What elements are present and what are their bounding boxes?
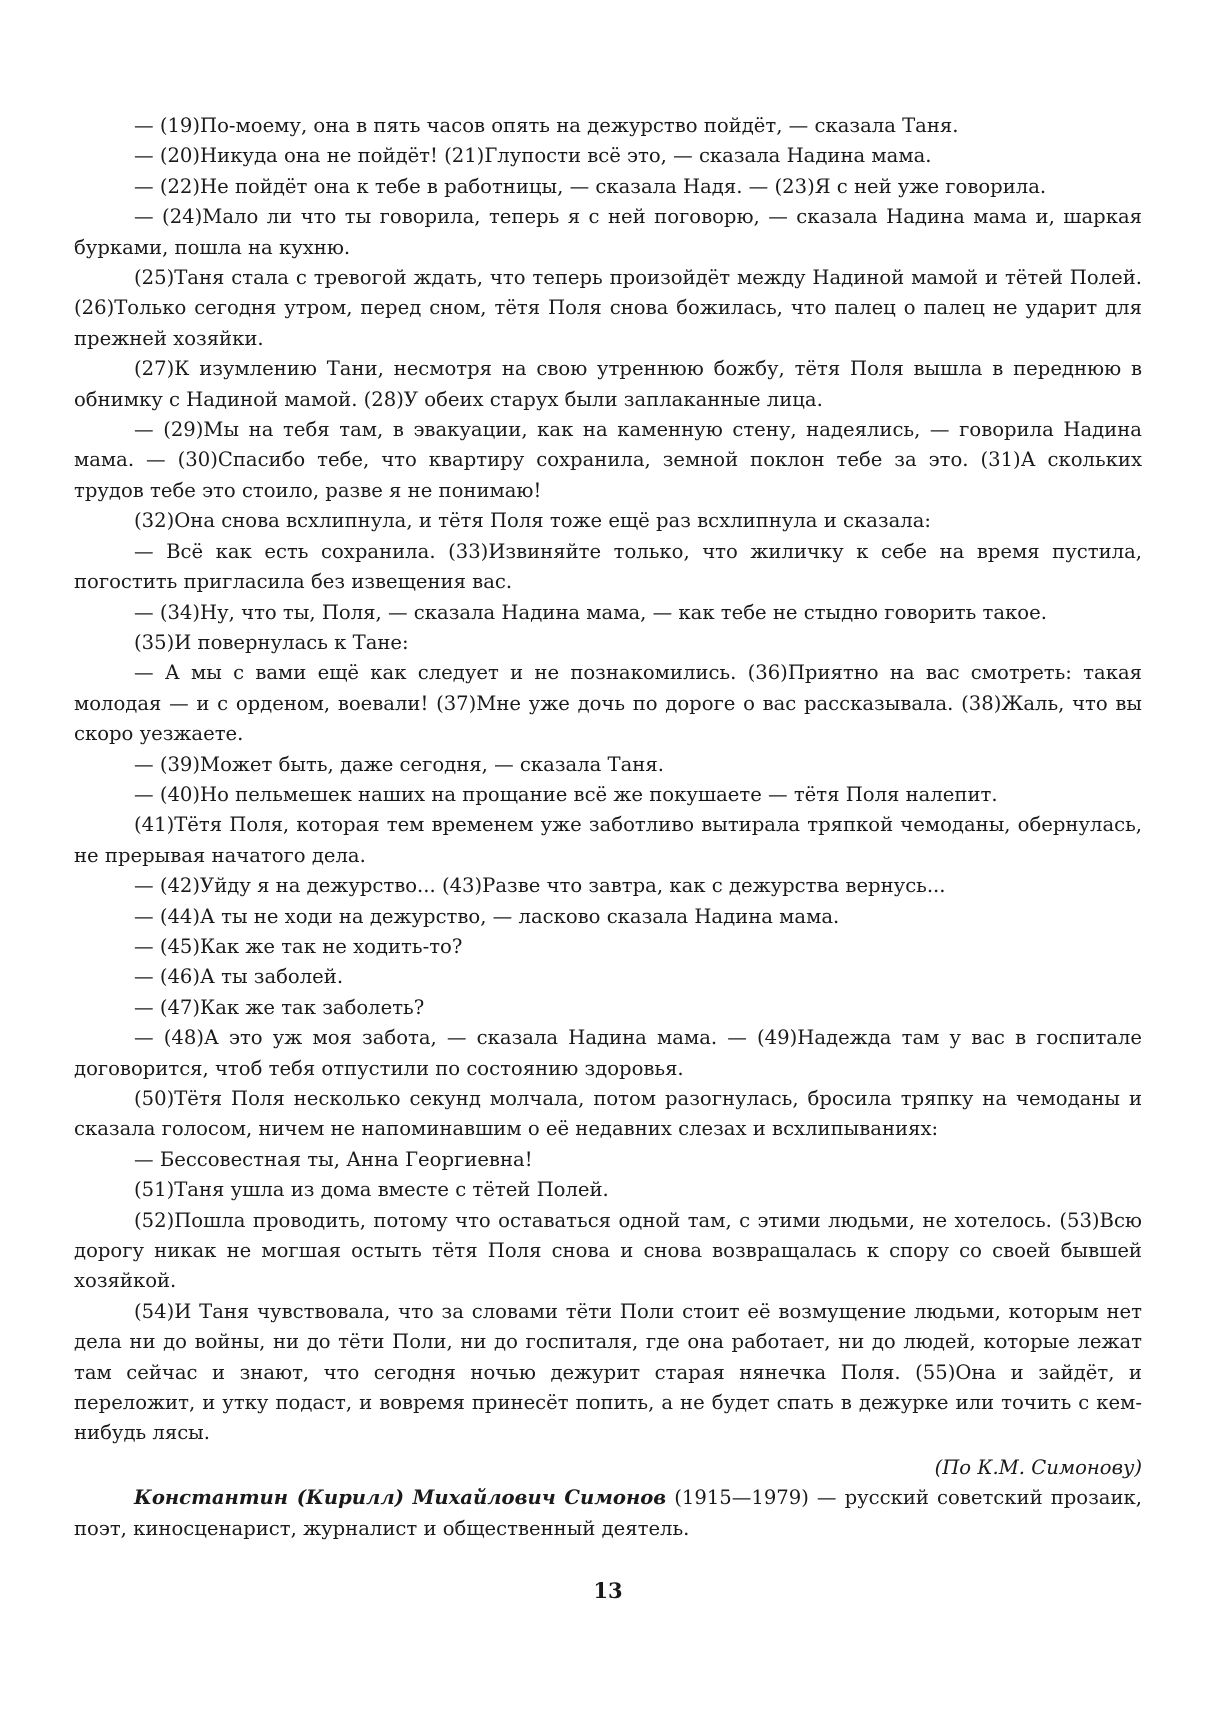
text-body [74, 111, 1142, 1449]
paragraph: — (46)А ты заболей. [134, 965, 344, 989]
paragraph: — (47)Как же так заболеть? [134, 995, 425, 1019]
paragraph: (50)Тётя Поля несколько секунд молчала, потом разогнулась, бросила тряпку на чемоданы и сказала голосом, ничем не напоминавшим о её недавних слезах и всхлипываниях: [74, 1087, 1142, 1141]
paragraph: (51)Таня ушла из дома вместе с тётей Полей. [134, 1178, 609, 1202]
paragraph: — (24)Мало ли что ты говорила, теперь я с ней поговорю, — сказала Надина мама и, шаркая бурками, пошла на кухню. [74, 205, 1142, 259]
paragraph: — Всё как есть сохранила. (33)Извиняйте только, что жиличку к себе на время пустила, погостить пригласила без извещения вас. [74, 539, 1142, 594]
paragraph: — (40)Но пельмешек наших на прощание всё же покушаете — тётя Поля налепит. [134, 782, 998, 806]
author-bio [74, 1483, 1142, 1544]
paragraph: — (34)Ну, что ты, Поля, — сказала Надина мама, — как тебе не стыдно говорить такое. [134, 600, 1047, 624]
paragraph: — (48)А это уж моя забота, — сказала Надина мама. — (49)Надежда там у вас в госпитале договорится, чтоб тебя отпустили по состоянию здоровья. [74, 1026, 1142, 1080]
paragraph: (27)К изумлению Тани, несмотря на свою утреннюю божбу, тётя Поля вышла в переднюю в обнимку с Надиной мамой. (28)У обеих старух были заплаканные лица. [74, 357, 1142, 411]
paragraph: — (19)По-моему, она в пять часов опять на дежурство пойдёт, — сказала Таня. [134, 114, 959, 137]
paragraph: — (39)Может быть, даже сегодня, — сказала Таня. [134, 752, 664, 776]
paragraph: (54)И Таня чувствовала, что за словами тёти Поли стоит её возмущение людьми, которым нет дела ни до войны, ни до тёти Поли, ни до госпиталя, где она работает, ни до людей, которые лежат там сейчас и знают, что сегодня ночью дежурит старая нянечка Поля. (55)Она и зайдёт, и переложит, и утку подаст, и вовремя принесёт попить, а не будет спать в дежурке или точить с кем-нибудь лясы. [74, 1299, 1142, 1445]
author-name: Константин (Кирилл) Михайлович Симонов [134, 1486, 667, 1510]
page-number: 13 [593, 1578, 623, 1603]
author-bio-text: (1915—1979) — русский советский прозаик, поэт, киносценарист, журналист и общественный деятель. [74, 1486, 1142, 1540]
paragraph: (52)Пошла проводить, потому что оставаться одной там, с этими людьми, не хотелось. (53)Всю дорогу никак не могшая остыть тётя Поля снова и снова возвращалась к спору со своей бывшей хозяйкой. [74, 1208, 1142, 1293]
paragraph: (35)И повернулась к Тане: [134, 630, 409, 654]
paragraph: — (44)А ты не ходи на дежурство, — ласково сказала Надина мама. [134, 904, 840, 928]
paragraph: — (20)Никуда она не пойдёт! (21)Глупости всё это, — сказала Надина мама. [134, 144, 932, 168]
paragraph: (32)Она снова всхлипнула, и тётя Поля тоже ещё раз всхлипнула и сказала: [134, 509, 932, 533]
paragraph: — А мы с вами ещё как следует и не познакомились. (36)Приятно на вас смотреть: такая молодая — и с орденом, воевали! (37)Мне уже дочь по дороге о вас рассказывала. (38)Жаль, что вы скоро уезжаете. [74, 661, 1142, 746]
paragraph: — Бессовестная ты, Анна Георгиевна! [134, 1147, 533, 1171]
source-attribution: (По К.М. Симонову) [934, 1455, 1142, 1479]
paragraph: — (22)Не пойдёт она к тебе в работницы, — сказала Надя. — (23)Я с ней уже говорила. [134, 174, 1047, 198]
paragraph: (41)Тётя Поля, которая тем временем уже заботливо вытирала тряпкой чемоданы, обернулась, не прерывая начатого дела. [74, 813, 1142, 867]
paragraph: — (42)Уйду я на дежурство... (43)Разве что завтра, как с дежурства вернусь... [134, 874, 946, 898]
paragraph: — (45)Как же так не ходить-то? [134, 934, 463, 958]
paragraph: — (29)Мы на тебя там, в эвакуации, как на каменную стену, надеялись, — говорила Надина мама. — (30)Спасибо тебе, что квартиру сохранила, земной поклон тебе за это. (31)А скольких трудов тебе это стоило, разве я не понимаю! [74, 418, 1142, 502]
paragraph: (25)Таня стала с тревогой ждать, что теперь произойдёт между Надиной мамой и тётей Полей. (26)Только сегодня утром, перед сном, тётя Поля снова божилась, что палец о палец не ударит для прежней хозяйки. [74, 266, 1142, 350]
